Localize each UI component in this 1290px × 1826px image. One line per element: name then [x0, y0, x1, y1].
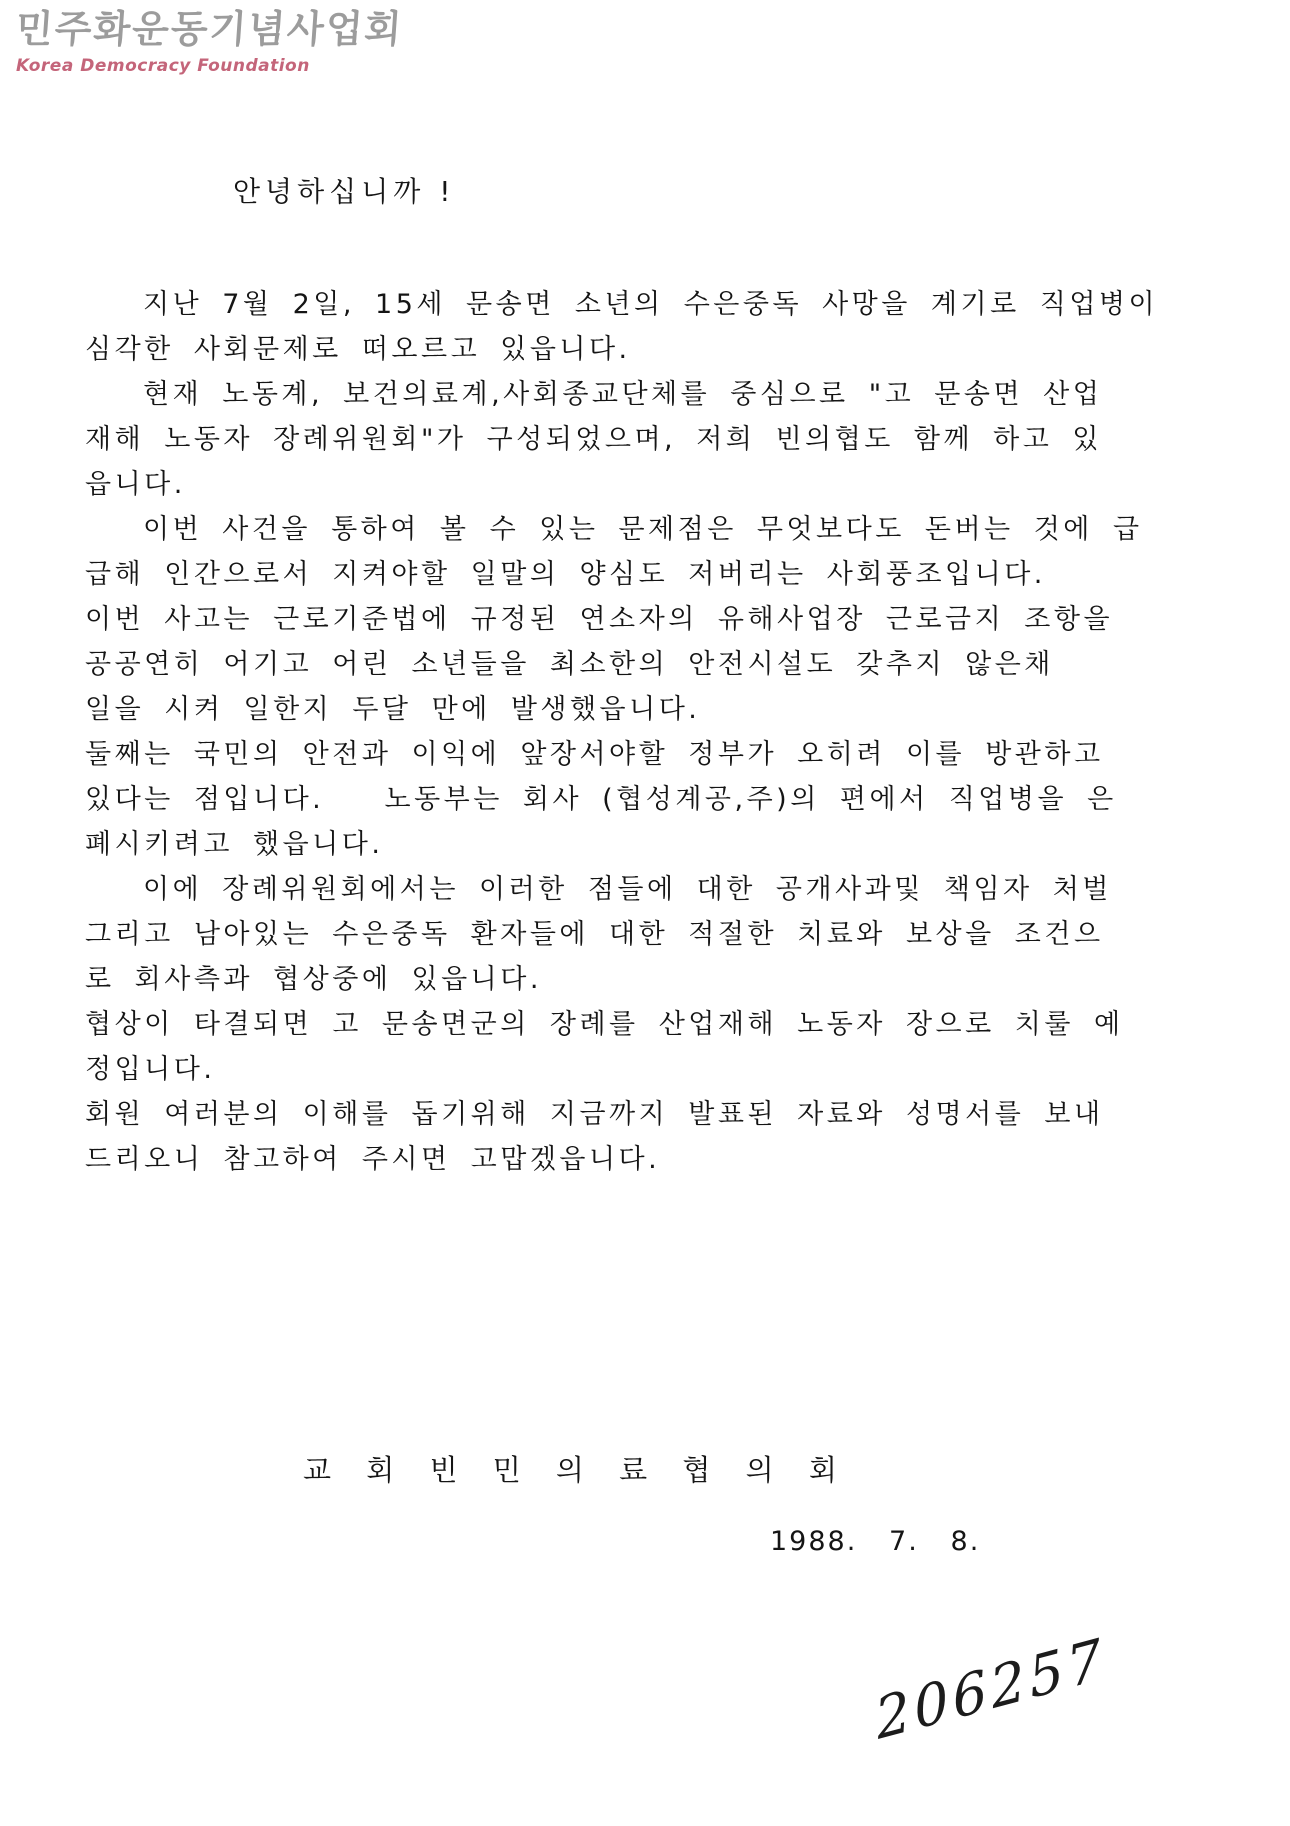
- letter-line: 재해 노동자 장례위원회"가 구성되었으며, 저희 빈의협도 함께 하고 있: [85, 424, 1102, 455]
- signature-organization-name: 교 회 빈 민 의 료 협 의 회: [303, 1453, 839, 1487]
- letter-line: 지난 7월 2일, 15세 문송면 소년의 수은중독 사망을 계기로 직업병이: [143, 289, 1159, 320]
- letterhead-logo: [16, 8, 403, 76]
- letter-line: 급해 인간으로서 지켜야할 일말의 양심도 저버리는 사회풍조입니다.: [85, 559, 1046, 590]
- letter-line: 읍니다.: [85, 469, 186, 500]
- letter-body: [85, 282, 1225, 1182]
- letter-line: 로 회사측과 협상중에 있읍니다.: [85, 964, 542, 995]
- letter-line: 이번 사건을 통하여 볼 수 있는 문제점은 무엇보다도 돈버는 것에 급: [143, 514, 1143, 545]
- letter-line: 둘째는 국민의 안전과 이익에 앞장서야할 정부가 오히려 이를 방관하고: [85, 739, 1104, 770]
- letter-line: 폐시키려고 했읍니다.: [85, 829, 384, 860]
- letter-line: 이에 장례위원회에서는 이러한 점들에 대한 공개사과및 책임자 처벌: [143, 874, 1112, 905]
- letter-line: 현재 노동계, 보건의료계,사회종교단체를 중심으로 "고 문송면 산업: [143, 379, 1103, 410]
- greeting-line: 안녕하십니까 !: [233, 175, 456, 208]
- letter-line: 일을 시켜 일한지 두달 만에 발생했읍니다.: [85, 694, 701, 725]
- letter-line: 심각한 사회문제로 떠오르고 있읍니다.: [85, 334, 631, 365]
- logo-english-text: Korea Democracy Foundation: [16, 55, 310, 76]
- letter-line: 그리고 남아있는 수은중독 환자들에 대한 적절한 치료와 보상을 조건으: [85, 919, 1104, 950]
- logo-korean-calligraphy: 민주화운동기념사업회: [14, 7, 405, 51]
- letter-line: 이번 사고는 근로기준법에 규정된 연소자의 유해사업장 근로금지 조항을: [85, 604, 1114, 635]
- letter-line: 드리오니 참고하여 주시면 고맙겠읍니다.: [85, 1144, 661, 1175]
- letter-line: 회원 여러분의 이해를 돕기위해 지금까지 발표된 자료와 성명서를 보내: [85, 1099, 1104, 1130]
- letter-line: 공공연히 어기고 어린 소년들을 최소한의 안전시설도 갖추지 않은채: [85, 649, 1054, 680]
- letter-line: 정입니다.: [85, 1054, 216, 1085]
- letter-date: 1988. 7. 8.: [770, 1526, 981, 1557]
- letter-line: 협상이 타결되면 고 문송면군의 장례를 산업재해 노동자 장으로 치룰 예: [85, 1009, 1124, 1040]
- letter-line: 있다는 점입니다. 노동부는 회사 (협성계공,주)의 편에서 직업병을 은: [85, 784, 1117, 815]
- handwritten-archive-number: 206257: [872, 1626, 1110, 1753]
